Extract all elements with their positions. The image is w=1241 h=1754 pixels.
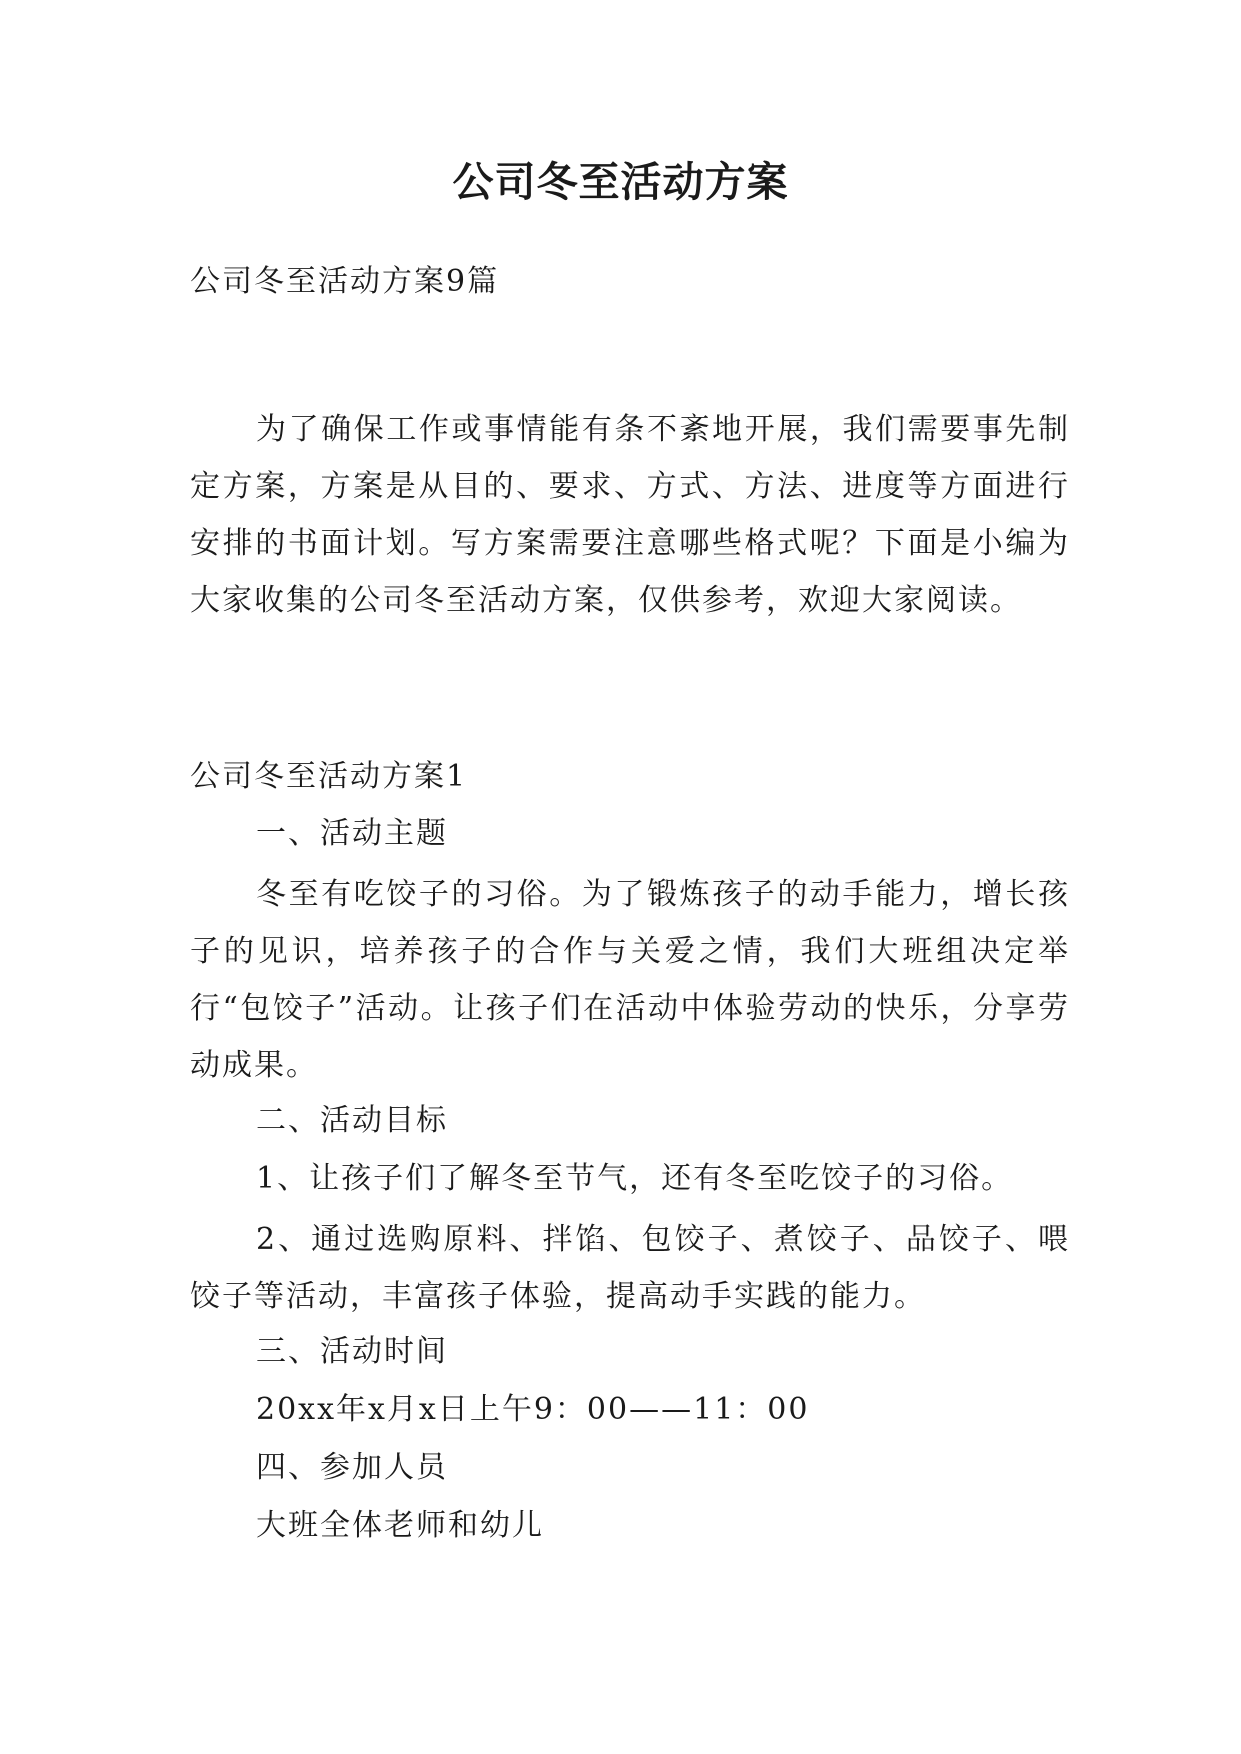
section-heading: 公司冬至活动方案1: [190, 759, 468, 794]
intro-paragraph: 为了确保工作或事情能有条不紊地开展，我们需要事先制定方案，方案是从目的、要求、方式、方法、进度等方面进行安排的书面计划。写方案需要注意哪些格式呢？下面是小编为大家收集的公司冬至活动方案，仅供参考，欢迎大家阅读。: [190, 412, 1070, 618]
goal-item-2: 2、通过选购原料、拌馅、包饺子、煮饺子、品饺子、喂饺子等活动，丰富孩子体验，提高动手实践的能力。: [190, 1222, 1070, 1314]
theme-paragraph: 冬至有吃饺子的习俗。为了锻炼孩子的动手能力，增长孩子的见识，培养孩子的合作与关爱之情，我们大班组决定举行“包饺子”活动。让孩子们在活动中体验劳动的快乐，分享劳动成果。: [190, 877, 1070, 1083]
document-title: 公司冬至活动方案: [452, 158, 789, 206]
people-text: 大班全体老师和幼儿: [256, 1508, 544, 1543]
people-heading: 四、参加人员: [256, 1450, 448, 1485]
goal-item-1: 1、让孩子们了解冬至节气，还有冬至吃饺子的习俗。: [256, 1161, 1014, 1196]
theme-heading: 一、活动主题: [256, 816, 448, 851]
document-subtitle: 公司冬至活动方案9篇: [190, 264, 500, 299]
time-text: 20xx年x月x日上午9：00——11：00: [256, 1392, 810, 1427]
time-heading: 三、活动时间: [256, 1334, 448, 1369]
goal-heading: 二、活动目标: [256, 1103, 448, 1138]
